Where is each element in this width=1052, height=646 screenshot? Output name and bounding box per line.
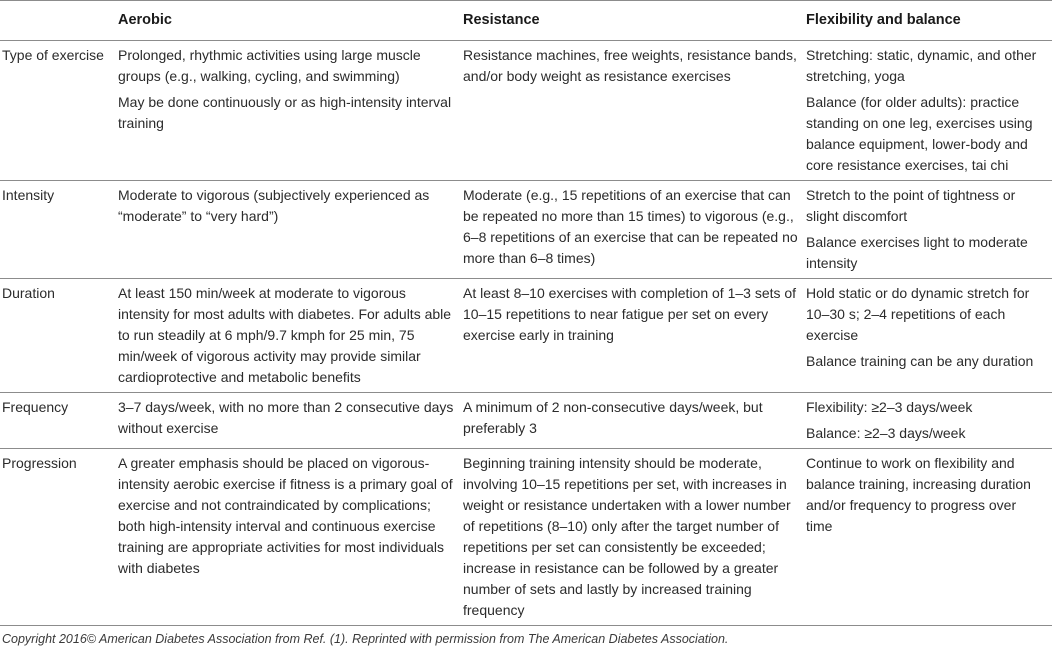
table-row (0, 41, 1052, 181)
copyright-footnote: Copyright 2016© American Diabetes Association from Ref. (1). Reprinted with permission from The American Diabetes Association. (2, 632, 729, 646)
flexibility-cell (806, 393, 1052, 449)
aerobic-cell (118, 393, 463, 449)
aerobic-cell (118, 449, 463, 626)
header-cell-aerobic: Aerobic (118, 1, 463, 41)
cell-paragraph: Stretching: static, dynamic, and other stretching, yoga (806, 47, 1037, 84)
row-label: Type of exercise (0, 41, 118, 181)
cell-paragraph: Resistance machines, free weights, resistance bands, and/or body weight as resistance exercises (463, 47, 797, 84)
table-header-row (0, 1, 1052, 41)
table-row (0, 393, 1052, 449)
cell-paragraph: Flexibility: ≥2–3 days/week (806, 399, 973, 415)
table-row (0, 449, 1052, 626)
flexibility-cell (806, 181, 1052, 279)
resistance-cell (463, 393, 806, 449)
row-label: Intensity (0, 181, 118, 279)
resistance-cell (463, 181, 806, 279)
aerobic-cell (118, 181, 463, 279)
cell-paragraph: At least 8–10 exercises with completion of 1–3 sets of 10–15 repetitions to near fatigue per set on every exercise early in training (463, 285, 797, 343)
cell-paragraph: At least 150 min/week at moderate to vigorous intensity for most adults with diabetes. For adults able to run steadily at 6 mph/9.7 kmph for 25 min, 75 min/week of vigorous activity may provide similar cardioprotective and metabolic benefits (118, 285, 452, 385)
cell-paragraph: Balance: ≥2–3 days/week (806, 425, 966, 441)
cell-paragraph: Beginning training intensity should be moderate, involving 10–15 repetitions per set, with increases in weight or resistance undertaken with a lower number of repetitions (8–10) only after the target number of repetitions per set can consistently be exceeded; increase in resistance can be followed by a greater number of sets and lastly by increased training frequency (463, 455, 791, 618)
aerobic-cell (118, 41, 463, 181)
header-cell-flexibility: Flexibility and balance (806, 1, 1052, 41)
cell-paragraph: Moderate (e.g., 15 repetitions of an exercise that can be repeated no more than 15 times) to vigorous (e.g., 6–8 repetitions of an exercise that can be repeated no more than 6–8 times) (463, 187, 798, 266)
row-label: Progression (0, 449, 118, 626)
cell-paragraph: Continue to work on flexibility and balance training, increasing duration and/or frequency to progress over time (806, 455, 1031, 534)
header-cell-label (0, 1, 118, 41)
cell-paragraph: 3–7 days/week, with no more than 2 consecutive days without exercise (118, 399, 454, 436)
cell-paragraph: Stretch to the point of tightness or slight discomfort (806, 187, 1016, 224)
flexibility-cell (806, 279, 1052, 393)
cell-paragraph: Moderate to vigorous (subjectively experienced as “moderate” to “very hard”) (118, 187, 430, 224)
cell-paragraph: A minimum of 2 non-consecutive days/week, but preferably 3 (463, 399, 763, 436)
flexibility-cell (806, 41, 1052, 181)
cell-paragraph: May be done continuously or as high-intensity interval training (118, 94, 452, 131)
cell-paragraph: Balance exercises light to moderate intensity (806, 234, 1028, 271)
resistance-cell (463, 41, 806, 181)
cell-paragraph: Balance training can be any duration (806, 353, 1034, 369)
cell-paragraph: A greater emphasis should be placed on vigorous-intensity aerobic exercise if fitness is a primary goal of exercise and not contraindicated by complications; both high-intensity interval and continuous exercise training are appropriate activities for most individuals with diabetes (118, 455, 453, 576)
cell-paragraph: Balance (for older adults): practice standing on one leg, exercises using balance equipment, lower-body and core resistance exercises, tai chi (806, 94, 1033, 173)
resistance-cell (463, 279, 806, 393)
resistance-cell (463, 449, 806, 626)
header-cell-resistance: Resistance (463, 1, 806, 41)
row-label: Frequency (0, 393, 118, 449)
cell-paragraph: Hold static or do dynamic stretch for 10–30 s; 2–4 repetitions of each exercise (806, 285, 1030, 343)
cell-paragraph: Prolonged, rhythmic activities using large muscle groups (e.g., walking, cycling, and swimming) (118, 47, 421, 84)
table-row (0, 279, 1052, 393)
table-row (0, 181, 1052, 279)
row-label: Duration (0, 279, 118, 393)
flexibility-cell (806, 449, 1052, 626)
aerobic-cell (118, 279, 463, 393)
